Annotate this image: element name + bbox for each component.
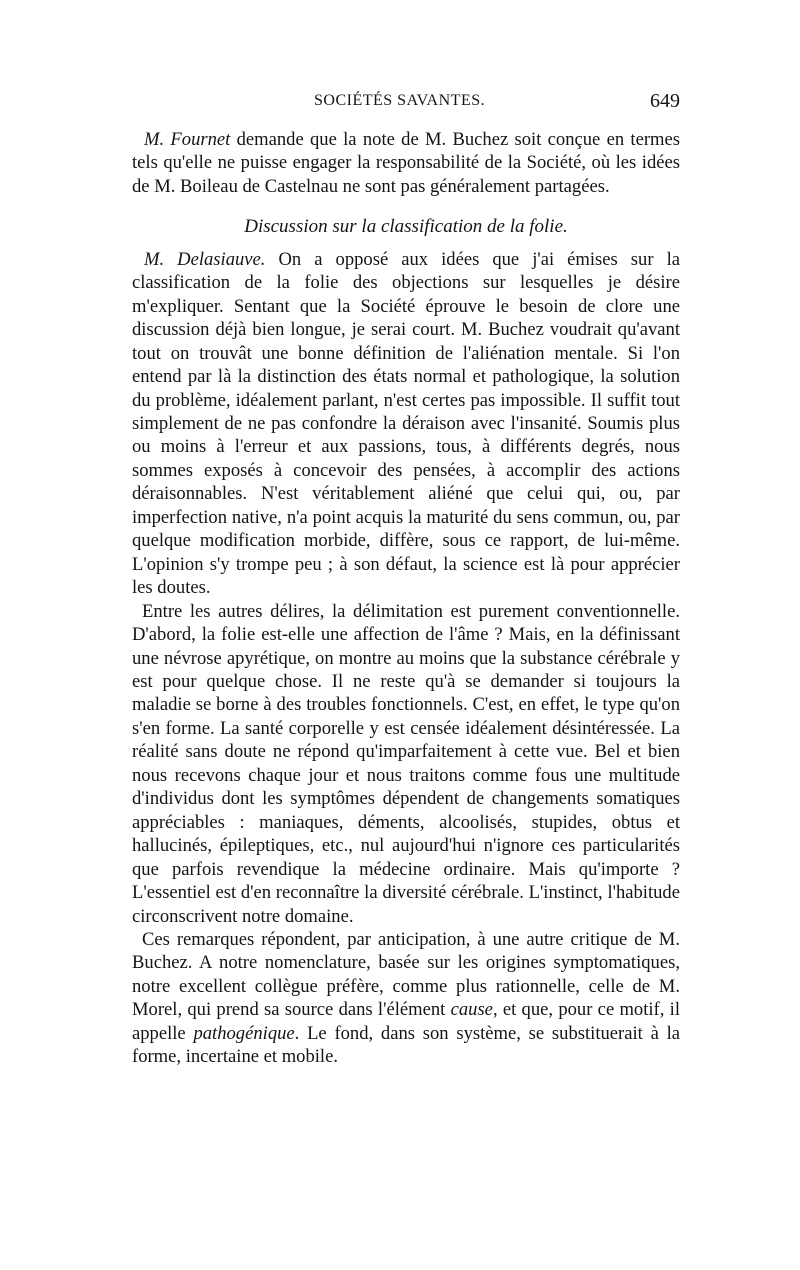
paragraph-remarques <box>132 928 680 1069</box>
speaker-name: M. Fournet <box>144 129 231 150</box>
emphasis-cause: cause <box>450 999 493 1021</box>
paragraph-text: demande que la note de M. Buchez soit conçue en termes tels qu'elle ne puisse engager la responsabilité de la Société, où les idées de M. Boileau de Castelnau ne sont pas généralement partagées. <box>132 129 680 197</box>
paragraph-text: , et que, pour ce motif, il appelle <box>132 999 681 1044</box>
paragraph-delires: Entre les autres délires, la délimitation est purement conventionnelle. D'abord, la folie est-elle une affection de l'âme ? Mais, en la définissant une névrose apyrétique, on montre au moins que la substance cérébrale y est pour quelque chose. Il ne reste qu'à se demander si toujours la maladie se borne à des troubles fonctionnels. C'est, en effet, le type qu'on s'en forme. La santé corporelle y est censée idéalement désintéressée. La réalité sans doute ne répond qu'imparfaitement à cette vue. Bel et bien nous recevons chaque jour et nous traitons comme fous une multitude d'individus dont les symptômes dépendent de changements somatiques appréciables : maniaques, déments, alcoolisés, stupides, obtus et hallucinés, épileptiques, etc., nul aujourd'hui n'ignore ces particularités que parfois revendique la médecine ordinaire. Mais qu'importe ? L'essentiel est d'en reconnaître la diversité cérébrale. L'instinct, l'habitude circonscrivent notre domaine. <box>132 600 680 927</box>
paragraph-fournet <box>132 128 680 198</box>
page-number: 649 <box>650 90 680 112</box>
paragraph-text: On a opposé aux idées que j'ai émises sur la classification de la folie des objections sur lesquelles je désire m'expliquer. Sentant que la Société éprouve le besoin de clore une discussion déjà bien longue, je serai court. M. Buchez voudrait qu'avant tout on trouvât une bonne définition de l'aliénation mentale. Si l'on entend par là la distinction des états normal et pathologique, la solution du problème, idéalement parlant, n'est certes pas impossible. Il suffit tout simplement de ne pas confondre la déraison avec l'insanité. Soumis plus ou moins à l'erreur et aux passions, tous, à différents degrés, nous sommes exposés à concevoir des pensées, à accomplir des actions déraisonnables. N'est véritablement aliéné que celui qui, ou, par imperfection native, n'a point acquis la maturité du sens commun, ou, par quelque modification morbide, diffère, sous ce rapport, de lui-même. L'opinion s'y trompe peu ; à son défaut, la science est là pour apprécier les doutes. <box>132 248 680 599</box>
paragraph-text: Ces remarques répondent, par anticipation, à une autre critique de M. Buchez. A notre nomenclature, basée sur les origines symptomatiques, notre excellent collègue préfère, comme plus rationnelle, celle de M. Morel, qui prend sa source dans l'élément <box>132 928 680 1021</box>
paragraph-delasiauve <box>132 248 680 600</box>
page-header <box>132 92 680 120</box>
running-title: SOCIÉTÉS SAVANTES. <box>314 92 486 109</box>
section-heading: Discussion sur la classification de la folie. <box>244 216 568 238</box>
page-body <box>132 128 680 1069</box>
speaker-name: M. Delasiauve. <box>144 248 266 270</box>
emphasis-pathogenique: pathogénique <box>193 1022 295 1044</box>
paragraph-text: . Le fond, dans son système, se substituerait à la forme, incertaine et mobile. <box>132 1022 680 1068</box>
